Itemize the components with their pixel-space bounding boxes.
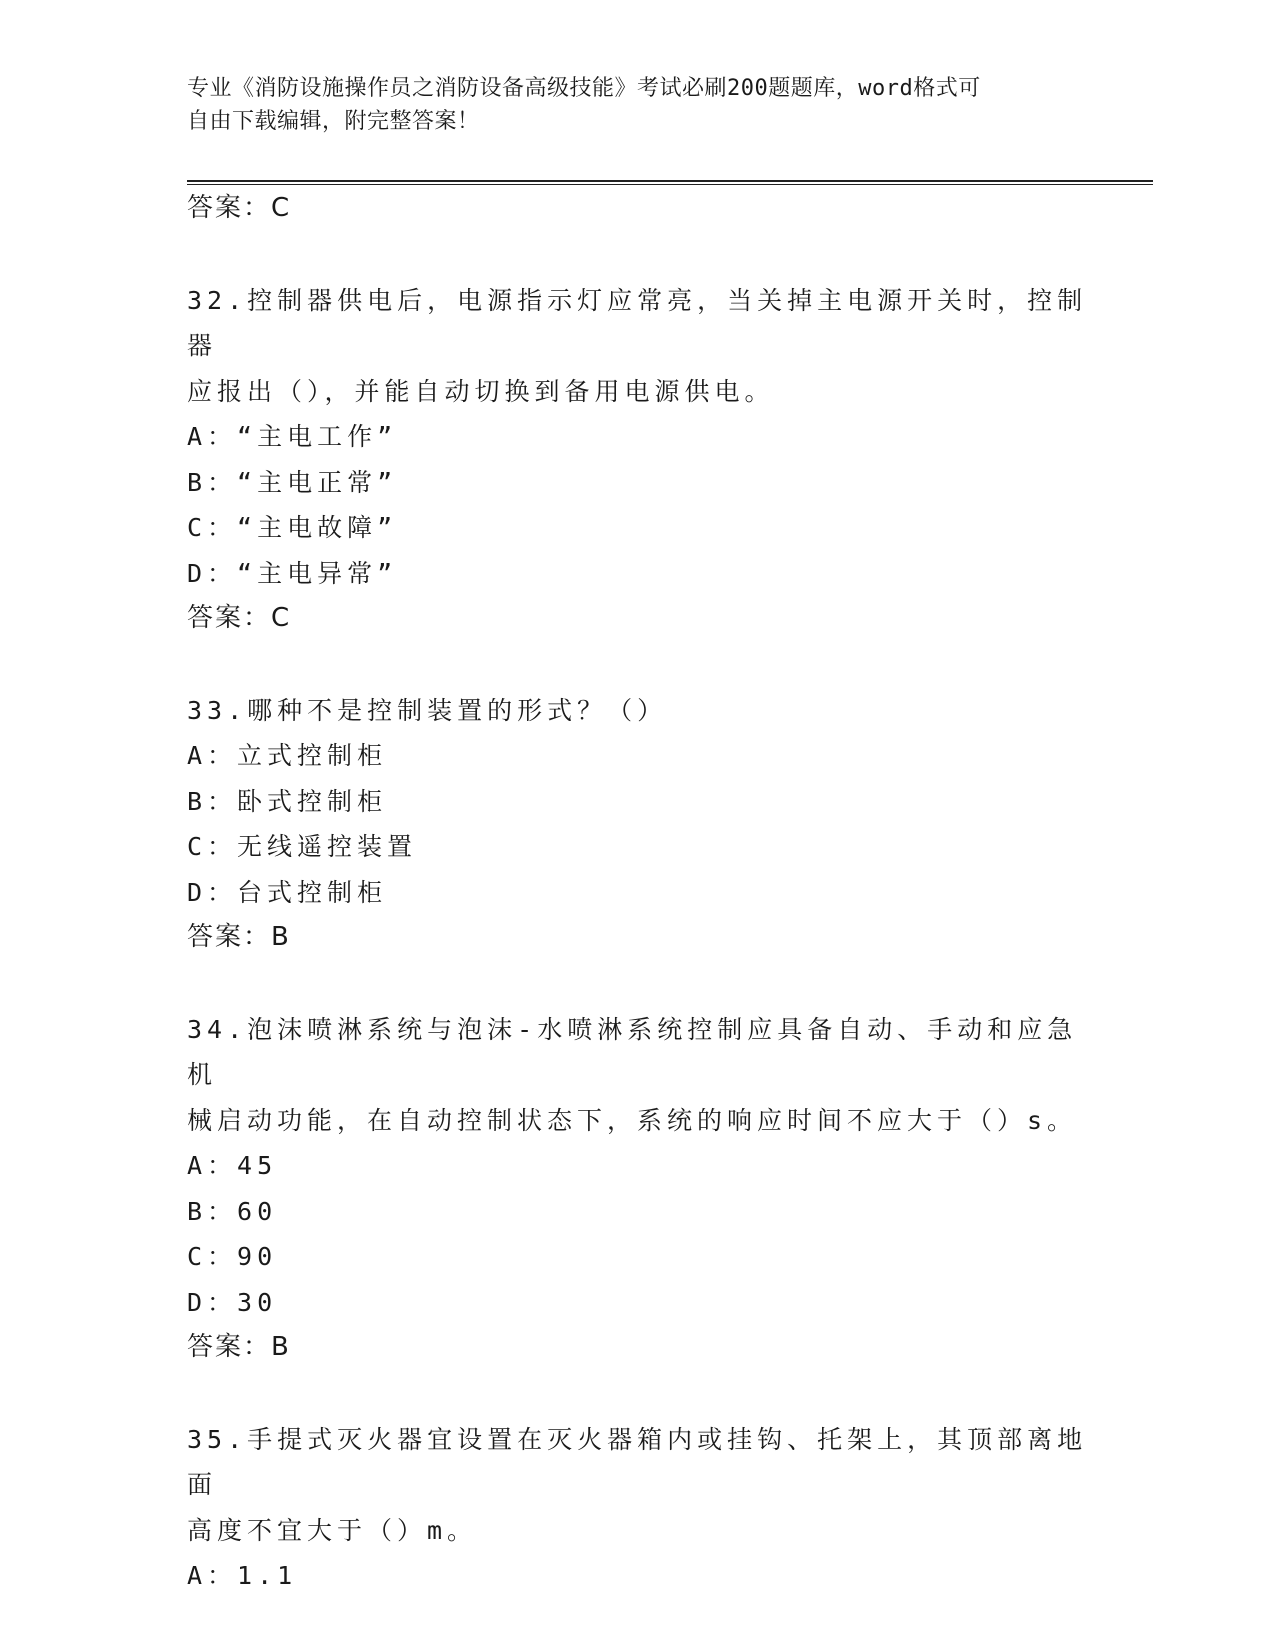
question-stem-line: 械启动功能，在自动控制状态下，系统的响应时间不应大于（）s。 bbox=[187, 1105, 1078, 1135]
question-stem-line: 32.控制器供电后，电源指示灯应常亮，当关掉主电源开关时，控制器 bbox=[187, 285, 1088, 360]
question-35 bbox=[187, 1417, 1107, 1599]
option-a: A：45 bbox=[187, 1151, 278, 1180]
question-stem-line: 35.手提式灭火器宜设置在灭火器箱内或挂钩、托架上，其顶部离地面 bbox=[187, 1424, 1088, 1499]
spacer bbox=[187, 642, 1107, 688]
option-b: B：60 bbox=[187, 1196, 278, 1226]
option-c: C：“主电故障” bbox=[187, 513, 398, 542]
option-a: A：“主电工作” bbox=[187, 422, 398, 451]
question-33 bbox=[187, 688, 1107, 961]
option-b: B：“主电正常” bbox=[187, 467, 398, 497]
answer-line: 答案：C bbox=[187, 193, 292, 223]
option-a: A：立式控制柜 bbox=[187, 741, 388, 770]
spacer bbox=[187, 1371, 1107, 1417]
option-d: D：台式控制柜 bbox=[187, 877, 388, 907]
spacer bbox=[187, 232, 1107, 278]
answer-line: 答案：B bbox=[187, 922, 291, 952]
question-stem-line: 34.泡沫喷淋系统与泡沫-水喷淋系统控制应具备自动、手动和应急机 bbox=[187, 1014, 1078, 1089]
question-34 bbox=[187, 1007, 1107, 1371]
question-list bbox=[187, 186, 1107, 1599]
header-line-2: 自由下载编辑，附完整答案！ bbox=[187, 109, 480, 134]
option-c: C：90 bbox=[187, 1242, 278, 1271]
option-a: A：1.1 bbox=[187, 1561, 298, 1590]
answer-line: 答案：C bbox=[187, 603, 292, 633]
question-stem-line: 高度不宜大于（）m。 bbox=[187, 1515, 478, 1545]
page-header bbox=[187, 72, 1087, 138]
header-divider bbox=[187, 180, 1153, 185]
question-32 bbox=[187, 278, 1107, 642]
question-stem-line: 应报出（），并能自动切换到备用电源供电。 bbox=[187, 376, 775, 406]
spacer bbox=[187, 961, 1107, 1007]
option-d: D：“主电异常” bbox=[187, 558, 398, 588]
option-b: B：卧式控制柜 bbox=[187, 786, 388, 816]
header-line-1: 专业《消防设施操作员之消防设备高级技能》考试必刷200题题库，word格式可 bbox=[187, 76, 981, 101]
question-stem-line: 33.哪种不是控制装置的形式？（） bbox=[187, 695, 668, 725]
option-c: C：无线遥控装置 bbox=[187, 832, 418, 861]
option-d: D：30 bbox=[187, 1287, 278, 1317]
answer-line: 答案：B bbox=[187, 1332, 291, 1362]
